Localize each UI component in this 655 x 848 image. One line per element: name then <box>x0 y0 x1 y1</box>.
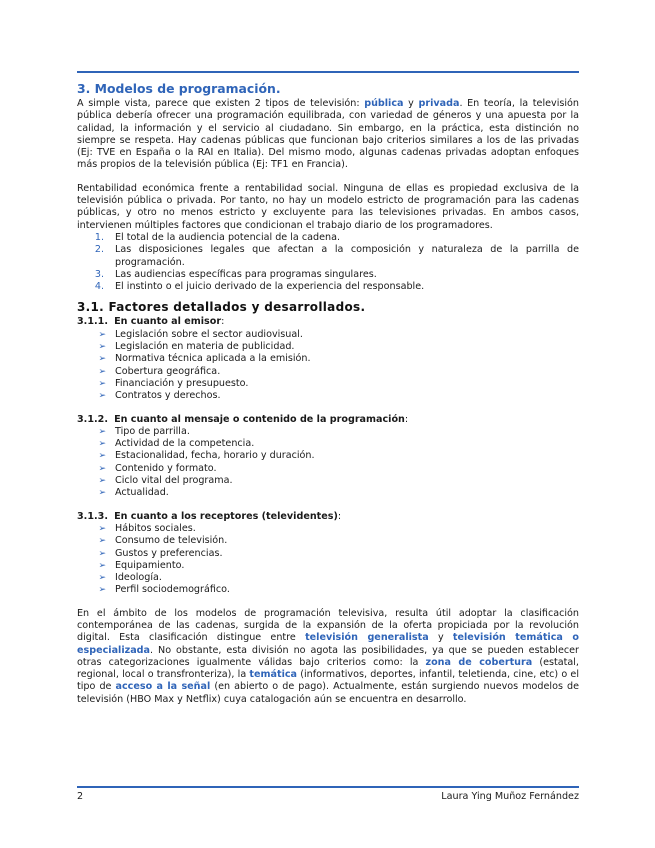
subsection-title: 3.1. Factores detallados y desarrollados. <box>77 300 366 315</box>
bullet-text: Estacionalidad, fecha, horario y duración. <box>115 450 315 462</box>
author-name: Laura Ying Muñoz Fernández <box>441 791 579 802</box>
group-number: 3.1.2. <box>77 413 108 425</box>
page-number: 2 <box>77 791 84 802</box>
factor-item <box>77 232 579 244</box>
factor-item <box>77 269 579 281</box>
bullet-text: Ideología. <box>115 572 162 584</box>
bullet-text: Equipamiento. <box>115 559 185 571</box>
factor-number: 4. <box>94 281 104 293</box>
factor-text: El total de la audiencia potencial de la cadena. <box>115 231 340 243</box>
text-run: A simple vista, parece que existen 2 tipos de televisión: <box>77 98 365 109</box>
arrow-bullet-icon: ➢ <box>98 391 106 402</box>
bullet-text: Gustos y preferencias. <box>115 547 223 559</box>
bullet-item <box>77 463 579 475</box>
text-run: . No obstante, esta división no agota las posibilidades, ya que se pueden establecer otras categorizaciones igualmente válidas bajo criterios como: la <box>77 644 579 668</box>
bullet-text: Consumo de televisión. <box>115 535 228 547</box>
group-title: En cuanto al mensaje o contenido de la programación <box>114 413 405 425</box>
highlight-term: televisión temática o especializada <box>77 632 579 656</box>
arrow-bullet-icon: ➢ <box>98 560 106 571</box>
factor-groups <box>77 316 579 607</box>
section-title: 3. Modelos de programación. <box>77 81 281 96</box>
arrow-bullet-icon: ➢ <box>98 329 106 340</box>
arrow-bullet-icon: ➢ <box>98 354 106 365</box>
bullet-text: Contenido y formato. <box>115 462 217 474</box>
bullet-text: Legislación en materia de publicidad. <box>115 341 295 353</box>
factor-item <box>77 244 579 269</box>
footer-rule <box>77 786 579 788</box>
bullet-item <box>77 329 579 341</box>
bullet-item <box>77 366 579 378</box>
page-footer <box>77 791 579 802</box>
highlight-term: zona de cobertura <box>425 656 533 668</box>
bullet-text: Cobertura geográfica. <box>115 365 221 377</box>
rentabilidad-paragraph: Rentabilidad económica frente a rentabilidad social. Ninguna de ellas es propiedad exclusiva de la televisión pública o privada. Por tanto, no hay un modelo estricto de programación para las cadenas públicas, y otro no menos estricto y excluyente para las televisiones privadas. En ambos casos, intervienen múltiples factores que condicionan el trabajo diario de los programadores. <box>77 182 579 231</box>
bullet-item <box>77 475 579 487</box>
text-run: (en abierto o de pago). Actualmente, están surgiendo nuevos modelos de televisión (HBO Max y Netflix) cuya catalogación aún se encuentra en desarrollo. <box>77 681 579 705</box>
highlight-term: privada <box>418 98 460 109</box>
bullet-item <box>77 390 579 402</box>
arrow-bullet-icon: ➢ <box>98 439 106 450</box>
arrow-bullet-icon: ➢ <box>98 476 106 487</box>
group-list <box>77 426 579 500</box>
bullet-item <box>77 548 579 560</box>
arrow-bullet-icon: ➢ <box>98 548 106 559</box>
text-run: y <box>428 632 453 644</box>
highlight-term: pública <box>364 98 404 109</box>
bullet-text: Legislación sobre el sector audiovisual. <box>115 328 303 340</box>
group-heading: 3.1.1. En cuanto al emisor: <box>77 316 225 328</box>
bullet-text: Ciclo vital del programa. <box>115 475 233 487</box>
bullet-text: Actualidad. <box>115 487 169 499</box>
factor-number: 1. <box>94 231 104 243</box>
group-title: En cuanto a los receptores (televidentes) <box>114 510 338 522</box>
bullet-item <box>77 560 579 572</box>
group-heading: 3.1.3. En cuanto a los receptores (televidentes): <box>77 510 342 522</box>
arrow-bullet-icon: ➢ <box>98 378 106 389</box>
bullet-item <box>77 523 579 535</box>
factor-number: 2. <box>94 244 104 256</box>
arrow-bullet-icon: ➢ <box>98 523 106 534</box>
header-rule <box>77 71 579 73</box>
bullet-item <box>77 487 579 499</box>
bullet-text: Perfil sociodemográfico. <box>115 584 230 596</box>
arrow-bullet-icon: ➢ <box>98 536 106 547</box>
bullet-text: Normativa técnica aplicada a la emisión. <box>115 353 311 365</box>
factor-text: Las audiencias específicas para programas singulares. <box>115 268 377 280</box>
bullet-item <box>77 535 579 547</box>
closing-paragraph <box>77 608 579 706</box>
bullet-item <box>77 353 579 365</box>
bullet-item <box>77 426 579 438</box>
intro-paragraph <box>77 98 579 172</box>
factor-text: Las disposiciones legales que afectan a la composición y naturaleza de la parrilla de programación. <box>115 244 579 268</box>
group-heading: 3.1.2. En cuanto al mensaje o contenido de la programación: <box>77 413 409 425</box>
arrow-bullet-icon: ➢ <box>98 342 106 353</box>
factor-item <box>77 281 579 293</box>
bullet-text: Tipo de parrilla. <box>115 425 190 437</box>
arrow-bullet-icon: ➢ <box>98 585 106 596</box>
arrow-bullet-icon: ➢ <box>98 488 106 499</box>
bullet-item <box>77 378 579 390</box>
highlight-term: televisión generalista <box>305 632 429 644</box>
arrow-bullet-icon: ➢ <box>98 366 106 377</box>
highlight-term: temática <box>249 669 298 681</box>
text-run: y <box>403 98 419 109</box>
bullet-text: Actividad de la competencia. <box>115 438 255 450</box>
group-list <box>77 523 579 597</box>
group-number: 3.1.3. <box>77 510 108 522</box>
text-run: (estatal, regional, local o transfronteriza), la <box>77 656 579 681</box>
bullet-item <box>77 438 579 450</box>
factor-number: 3. <box>94 268 104 280</box>
text-run: En el ámbito de los modelos de programación televisiva, resulta útil adoptar la clasificación contemporánea de las cadenas, surgida de la expansión de la oferta propiciada por la revolución digital. Esta clasificación distingue entre <box>77 607 579 644</box>
bullet-item <box>77 584 579 596</box>
bullet-text: Financiación y presupuesto. <box>115 377 249 389</box>
arrow-bullet-icon: ➢ <box>98 573 106 584</box>
factor-text: El instinto o el juicio derivado de la experiencia del responsable. <box>115 281 425 293</box>
page-content <box>77 81 579 706</box>
text-run: (informativos, deportes, infantil, teletienda, cine, etc) o el tipo de <box>77 669 579 693</box>
bullet-item <box>77 572 579 584</box>
text-run: . En teoría, la televisión pública debería ofrecer una programación equilibrada, con variedad de géneros y una apuesta por la calidad, la información y el servicio al ciudadano. Sin embargo, en la práctica, esta distinción no siempre se respeta. Hay cadenas públicas que funcionan bajo criterios similares a los de las privadas (Ej: TVE en España o la RAI en Italia). Del mismo modo, algunas cadenas privadas adoptan enfoques más propios de la televisión pública (Ej: TF1 en Francia). <box>77 98 579 171</box>
group-title: En cuanto al emisor <box>114 316 222 328</box>
bullet-text: Hábitos sociales. <box>115 522 196 534</box>
group-list <box>77 329 579 403</box>
group-number: 3.1.1. <box>77 316 108 328</box>
bullet-item <box>77 341 579 353</box>
arrow-bullet-icon: ➢ <box>98 451 106 462</box>
bullet-text: Contratos y derechos. <box>115 390 221 402</box>
factors-list <box>77 232 579 293</box>
bullet-item <box>77 450 579 462</box>
arrow-bullet-icon: ➢ <box>98 463 106 474</box>
arrow-bullet-icon: ➢ <box>98 426 106 437</box>
highlight-term: acceso a la señal <box>115 681 211 693</box>
